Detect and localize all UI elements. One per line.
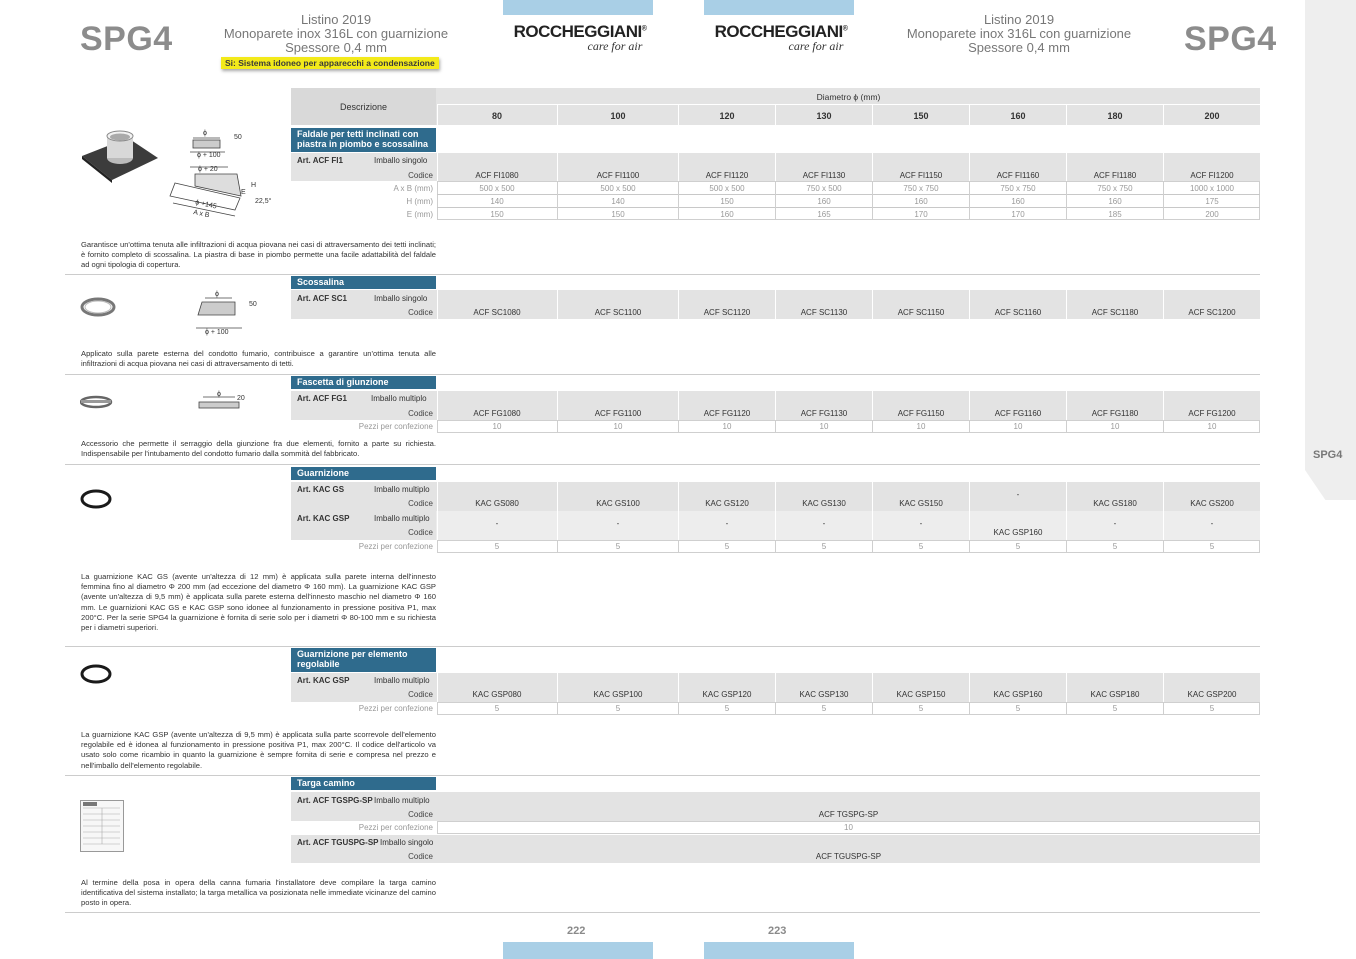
pezzi-cell: 5 [615,542,621,551]
code-cell: KAC GS130 [802,499,846,508]
axb-cell: 1000 x 1000 [1189,184,1235,193]
column-divider [775,290,776,319]
axb-cell: 750 x 500 [806,184,842,193]
scossalina-description: Applicato sulla parete esterna del condotto fumario, contribuisce a garantire un'ottima tenuta alle infiltrazioni di acqua piovana nei casi di attraversamento di tetti. [81,349,436,369]
condensation-badge: Si: Sistema idoneo per apparecchi a condensazione [221,57,439,69]
header-line: Monoparete inox 316L con guarnizione [223,26,449,41]
faldale-photo [80,128,160,188]
h-cell: 160 [1108,197,1122,206]
codice-label: Codice [408,690,433,699]
grid-line [775,420,776,433]
column-header: 180 [1107,111,1123,121]
imballo-label: Imballo multiplo [374,485,430,494]
grid-line [557,181,558,220]
column-divider [969,673,970,702]
header-info-left [216,13,456,55]
series-title-right: SPG4 [1184,20,1277,58]
code-cell: KAC GS080 [475,499,519,508]
logo-reg: ® [641,25,647,33]
code-cell: ACF FI1180 [1093,171,1137,180]
column-divider [775,391,776,420]
pezzi-cell: 5 [724,704,730,713]
dim-label: 50 [234,134,242,141]
bottom-tab-left [503,942,653,959]
grid-line [1163,702,1164,715]
fascetta-drawing [195,390,255,414]
logo-tagline: care for air [788,39,844,53]
column-divider [1066,482,1067,540]
h-cell: 140 [611,197,625,206]
code-cell: ACF SC1080 [473,308,521,317]
imballo-label: Imballo singolo [374,294,428,303]
column-divider [1163,482,1164,540]
code-cell: - [616,519,620,528]
column-divider [437,105,438,125]
pezzi-cell: 10 [613,422,623,431]
column-header: 200 [1204,111,1220,121]
art-label: Art. ACF SC1 [297,294,347,303]
grid-line [678,540,679,553]
codice-label: Codice [408,308,433,317]
faldale-drawing [165,128,280,223]
section-title-faldale: Faldale per tetti inclinati con piastra in piombo e scossalina [291,128,436,152]
imballo-label: Imballo singolo [374,156,428,165]
column-divider [437,290,438,319]
column-divider [1066,391,1067,420]
code-cell: ACF SC1150 [897,308,945,317]
dim-label: ϕ + 20 [198,166,218,173]
code-cell: KAC GSP150 [896,690,946,699]
axb-cell: 500 x 500 [600,184,636,193]
pezzi-cell: 10 [1013,422,1023,431]
column-divider [557,153,558,181]
column-divider [872,391,873,420]
grid-line [678,181,679,220]
pezzi-cell: 5 [1112,704,1118,713]
dim-label: ϕ +145 [194,199,218,211]
side-tab [1305,0,1356,500]
dim-label: 50 [249,301,257,308]
column-divider [969,153,970,181]
code-cell: - [1016,490,1020,499]
pezzi-label: Pezzi per confezione [358,422,433,431]
art-label: Art. ACF FI1 [297,156,343,165]
pezzi-cell: 5 [724,542,730,551]
separator [65,274,1260,275]
code-cell: KAC GS120 [705,499,749,508]
separator [65,646,1260,647]
pezzi-cell: 5 [494,542,500,551]
top-tab-right [704,0,854,15]
art-label: Art. KAC GSP [297,514,350,523]
brand-logo-right [696,22,866,54]
pezzi-cell: 5 [1015,542,1021,551]
code-cell: - [919,519,923,528]
series-title-left: SPG4 [80,20,173,58]
page-number-right: 223 [768,925,787,937]
imballo-label: Imballo multiplo [374,796,430,805]
column-divider [775,153,776,181]
separator [65,912,1260,913]
guarnizione-reg-description: La guarnizione KAC GSP (avente un'altezza di 9,5 mm) è applicata sulla parte scorrevole dell'elemento regolabile ed è idonea al funzionamento in pressione positiva P1, max 200°C. Il codice dell'articolo va usato solo come ricambio in quanto la guarnizione è sempre fornita di serie e compresa nel prezzo e nell'imballo dell'elemento regolabile. [81,730,436,770]
imballo-label: Imballo multiplo [374,676,430,685]
dim-label: 20 [237,395,245,402]
grid-line [437,207,1260,208]
code-cell: - [1210,519,1214,528]
scossalina-drawing [190,290,270,338]
column-divider [1066,153,1067,181]
code-cell: - [725,519,729,528]
column-divider [437,153,438,181]
imballo-label: Imballo singolo [380,838,434,847]
axb-cell: 750 x 750 [1000,184,1036,193]
pezzi-cell: 5 [918,542,924,551]
code-cell: KAC GSP160 [993,690,1043,699]
header-line: Spessore 0,4 mm [285,40,387,55]
column-divider [678,290,679,319]
separator [65,775,1260,776]
art-label: Art. ACF TGUSPG-SP [297,838,379,847]
logo-reg: ® [842,25,848,33]
dim-label: A x B [192,209,211,220]
e-cell: 160 [720,210,734,219]
grid-line [557,420,558,433]
grid-line [969,420,970,433]
pezzi-label: Pezzi per confezione [358,823,433,832]
guarnizione-reg-photo [80,663,112,685]
column-divider [872,482,873,540]
column-divider [678,153,679,181]
column-divider [872,153,873,181]
grid-line [775,540,776,553]
column-divider [678,391,679,420]
diametro-header: Diametro ϕ (mm) [816,92,881,102]
header-line: Monoparete inox 316L con guarnizione [906,26,1132,41]
column-divider [1163,153,1164,181]
column-divider [1163,673,1164,702]
dim-label: ϕ [217,391,221,398]
fascetta-description: Accessorio che permette il serraggio della giunzione fra due elementi, fornito a parte su richiesta. Indispensabile per l'intubamento del condotto fumario dalla sommità del fabbricato. [81,439,436,459]
grid-line [678,702,679,715]
pezzi-cell: 5 [1209,542,1215,551]
code-cell: KAC GS200 [1190,499,1234,508]
targa-code-2: ACF TGUSPG-SP [815,852,882,861]
grid-line [872,702,873,715]
code-cell: ACF SC1120 [703,308,751,317]
brand-logo-left [495,22,665,54]
code-cell: KAC GS150 [899,499,943,508]
e-cell: 200 [1205,210,1219,219]
code-cell: ACF FG1130 [800,409,848,418]
code-cell: ACF SC1200 [1188,308,1236,317]
separator [65,464,1260,465]
pezzi-cell: 10 [722,422,732,431]
codice-label: Codice [408,409,433,418]
h-cell: 160 [817,197,831,206]
logo-name: ROCCHEGGIANI [513,22,642,41]
grid-line [1163,420,1164,433]
column-divider [1163,105,1164,125]
pezzi-cell: 5 [821,542,827,551]
scossalina-photo [80,295,116,319]
bottom-tab-right [704,942,854,959]
targa-description: Al termine della posa in opera della canna fumaria l'installatore deve compilare la targa camino identificativa del sistema installato; la targa metallica va posizionata nelle immediate vicinanze del camino posto in opera. [81,878,436,908]
pezzi-cell: 10 [916,422,926,431]
column-divider [557,482,558,540]
code-cell: KAC GSP130 [799,690,849,699]
grid-line [1163,181,1164,220]
column-divider [775,482,776,540]
section-title-guarnizione: Guarnizione [291,467,436,480]
grid-line [969,702,970,715]
code-cell: KAC GS100 [596,499,640,508]
column-divider [1066,673,1067,702]
column-divider [969,482,970,540]
grid-line [678,420,679,433]
column-divider [969,290,970,319]
axb-cell: 500 x 500 [709,184,745,193]
code-cell: ACF FI1100 [596,171,640,180]
axb-cell: 750 x 750 [903,184,939,193]
imballo-label: Imballo multiplo [371,394,427,403]
imballo-label: Imballo multiplo [374,514,430,523]
code-cell: ACF FI1200 [1190,171,1234,180]
section-title-targa: Targa camino [291,777,436,790]
column-divider [969,391,970,420]
column-divider [557,290,558,319]
column-divider [1066,105,1067,125]
pezzi-label: Pezzi per confezione [358,704,433,713]
fascetta-photo [80,394,114,410]
section-title-guarnizione-reg: Guarnizione per elemento regolabile [291,648,436,672]
dim-label: ϕ + 100 [205,329,229,336]
pezzi-cell: 10 [1110,422,1120,431]
dim-label: 22,5° [255,198,272,205]
code-cell: KAC GSP180 [1090,690,1140,699]
codice-label: Codice [408,810,433,819]
column-divider [437,673,438,702]
column-header: 120 [719,111,735,121]
h-cell: 175 [1205,197,1219,206]
grid-line [775,181,776,220]
header-line: Spessore 0,4 mm [968,40,1070,55]
e-cell: 170 [1011,210,1025,219]
section-title-fascetta: Fascetta di giunzione [291,376,436,389]
code-cell: - [1113,519,1117,528]
page-number-left: 222 [567,925,586,937]
pezzi-cell: 5 [918,704,924,713]
column-divider [1163,391,1164,420]
header-info-right [899,13,1139,55]
grid-line [557,702,558,715]
code-cell: ACF FI1160 [996,171,1040,180]
column-header: 150 [913,111,929,121]
pezzi-cell: 5 [615,704,621,713]
column-header: 80 [491,111,502,121]
code-cell: ACF FG1120 [703,409,751,418]
art-label: Art. ACF FG1 [297,394,347,403]
e-cell: 185 [1108,210,1122,219]
column-header: 100 [610,111,626,121]
art-label: Art. KAC GS [297,485,345,494]
code-cell: ACF FG1150 [897,409,945,418]
grid-line [872,420,873,433]
codice-label: Codice [408,171,433,180]
code-cell: ACF SC1160 [994,308,1042,317]
column-divider [872,673,873,702]
grid-line [1066,420,1067,433]
column-divider [437,482,438,540]
column-divider [872,290,873,319]
dim-label: E [241,189,246,196]
h-cell: 140 [490,197,504,206]
code-cell: KAC GSP100 [593,690,643,699]
pezzi-cell: 10 [492,422,502,431]
targa-image [80,800,124,852]
h-label: H (mm) [406,197,433,206]
column-divider [775,105,776,125]
e-cell: 150 [490,210,504,219]
grid-line [775,702,776,715]
grid-line [557,540,558,553]
column-divider [678,105,679,125]
art-label: Art. KAC GSP [297,676,350,685]
pezzi-cell: 5 [1015,704,1021,713]
grid-line [437,194,1260,195]
codice-label: Codice [408,852,433,861]
pezzi-label: Pezzi per confezione [358,542,433,551]
code-cell: KAC GSP080 [472,690,522,699]
code-cell: ACF FI1150 [899,171,943,180]
targa-code-1: ACF TGSPG-SP [818,810,879,819]
e-cell: 170 [914,210,928,219]
code-cell: ACF SC1100 [594,308,642,317]
code-cell: ACF FG1080 [473,409,521,418]
grid-line [969,540,970,553]
dim-label: ϕ [215,291,219,298]
code-cell: ACF FG1200 [1188,409,1236,418]
axb-label: A x B (mm) [393,184,433,193]
h-cell: 150 [720,197,734,206]
column-divider [1066,290,1067,319]
h-cell: 160 [1011,197,1025,206]
section-title-scossalina: Scossalina [291,276,436,289]
codice-label: Codice [408,528,433,537]
grid-line [872,181,873,220]
pezzi-cell: 5 [1112,542,1118,551]
art-label: Art. ACF TGSPG-SP [297,796,373,805]
code-cell: ACF SC1130 [800,308,848,317]
logo-tagline: care for air [587,39,643,53]
grid-line [969,181,970,220]
column-divider [872,105,873,125]
grid-line [1066,181,1067,220]
targa-pezzi: 10 [844,823,853,832]
top-tab-left [503,0,653,15]
column-divider [678,482,679,540]
code-cell: KAC GSP120 [702,690,752,699]
grid-line [1066,540,1067,553]
pezzi-cell: 5 [821,704,827,713]
header-divider [437,104,1260,105]
descrizione-header: Descrizione [339,102,388,112]
column-divider [437,391,438,420]
side-label: SPG4 [1313,449,1343,461]
column-divider [775,673,776,702]
h-cell: 160 [914,197,928,206]
column-divider [557,105,558,125]
separator [65,374,1260,375]
e-cell: 165 [817,210,831,219]
code-cell: ACF FG1100 [594,409,642,418]
guarnizione-description: La guarnizione KAC GS (avente un'altezza di 12 mm) è applicata sulla parete interna dell'innesto femmina fino al diametro Φ 200 mm (ad eccezione del diametro Φ 160 mm). La guarnizione KAC GSP (avente un'altezza di 9,5 mm) è applicata sulla parete esterna dell'innesto maschio nel diametro Φ 160 mm. Le guarnizioni KAC GS e KAC GSP sono idonee al funzionamento in pressione positiva P1, max 200°C. Per la serie SPG4 la guarnizione è fornita di serie solo per i diametri Φ 80-100 mm e su richiesta per i diametri superiori. [81,572,436,633]
pezzi-cell: 5 [1209,704,1215,713]
code-cell: KAC GS180 [1093,499,1137,508]
code-cell: ACF SC1180 [1091,308,1139,317]
pezzi-cell: 10 [1207,422,1217,431]
axb-cell: 750 x 750 [1097,184,1133,193]
codice-label: Codice [408,499,433,508]
pezzi-cell: 5 [494,704,500,713]
column-header: 130 [816,111,832,121]
column-divider [557,673,558,702]
code-cell: - [822,519,826,528]
grid-line [1066,702,1067,715]
pezzi-cell: 10 [819,422,829,431]
header-line: Listino 2019 [983,12,1055,27]
column-header: 160 [1010,111,1026,121]
axb-cell: 500 x 500 [479,184,515,193]
dim-label: H [251,182,257,189]
dim-label: ϕ [203,130,207,137]
guarnizione-photo [80,488,112,510]
code-cell: KAC GSP200 [1187,690,1237,699]
dim-label: ϕ + 100 [197,152,221,159]
code-cell: - [495,519,499,528]
grid-line [872,540,873,553]
e-label: E (mm) [406,210,433,219]
column-divider [557,391,558,420]
code-cell: ACF FI1130 [802,171,846,180]
code-cell: ACF FG1180 [1091,409,1139,418]
code-cell: KAC GSP160 [993,528,1043,537]
column-divider [1163,290,1164,319]
column-divider [678,673,679,702]
grid-line [1163,540,1164,553]
e-cell: 150 [611,210,625,219]
logo-name: ROCCHEGGIANI [714,22,843,41]
code-cell: ACF FI1080 [475,171,519,180]
faldale-description: Garantisce un'ottima tenuta alle infiltrazioni di acqua piovana nei casi di attraversamento dei tetti inclinati; è fornito completo di scossalina. La piastra di base in piombo permette una facile adattabilità del faldale ad ogni tipologia di copertura. [81,240,436,270]
header-line: Listino 2019 [300,12,372,27]
column-divider [969,105,970,125]
code-cell: ACF FI1120 [705,171,749,180]
code-cell: ACF FG1160 [994,409,1042,418]
